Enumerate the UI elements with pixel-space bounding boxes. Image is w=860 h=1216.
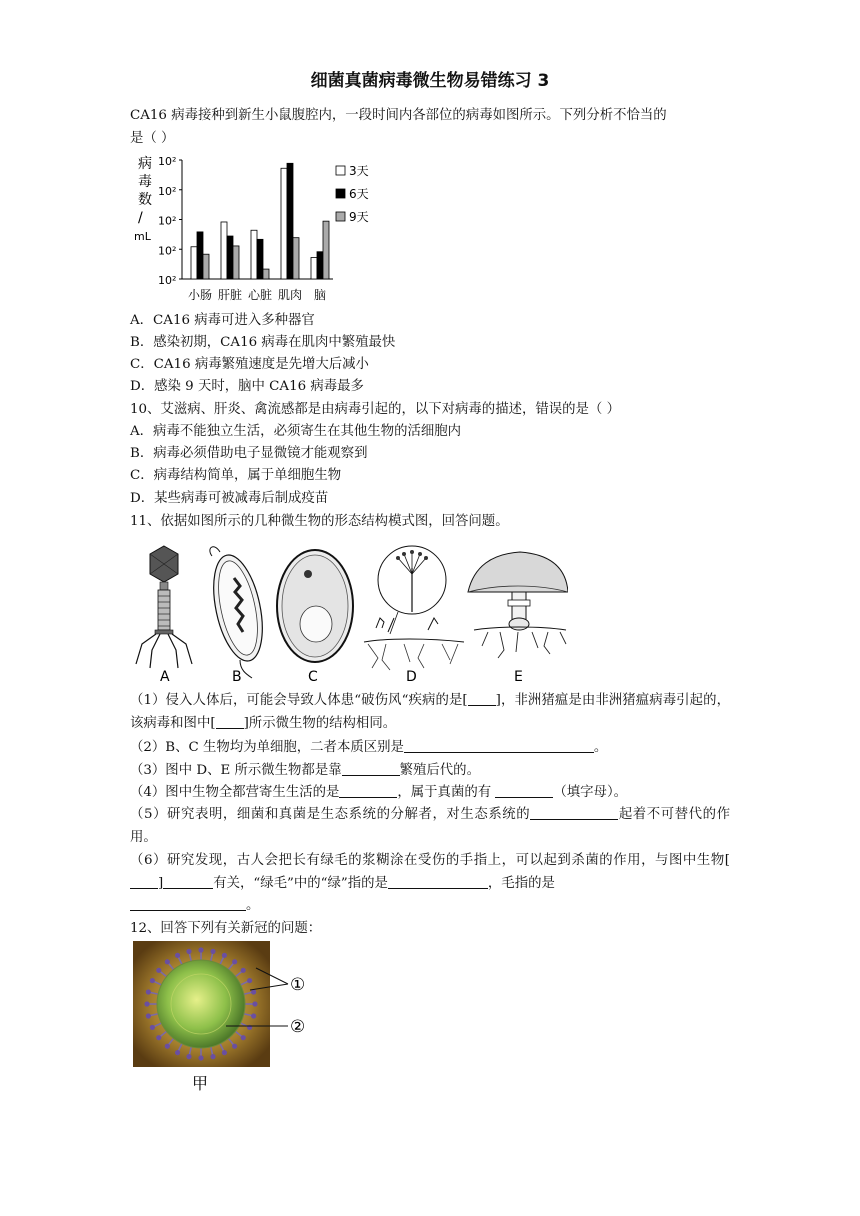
answer-blank[interactable] [130, 896, 246, 911]
legend-label: 3天 [349, 164, 369, 178]
bar-肝脏-9天 [233, 246, 239, 279]
q9-stem: CA16 病毒接种到新生小鼠腹腔内，一段时间内各部位的病毒如图所示。下列分析不恰当的 [130, 108, 667, 123]
q10-option-b: B．病毒必须借助电子显微镜才能观察到 [130, 446, 368, 461]
bar-心脏-3天 [251, 230, 257, 279]
legend-swatch [336, 212, 345, 221]
y-tick-label: 10² [158, 244, 177, 258]
figure-label-b: B [232, 669, 242, 684]
q10-stem: 10、艾滋病、肝炎、禽流感都是由病毒引起的，以下对病毒的描述，错误的是（ ） [130, 402, 620, 417]
y-axis-label-char: / [138, 210, 143, 226]
bacterium-drawing [205, 547, 270, 678]
answer-blank[interactable] [388, 874, 488, 889]
mold-drawing [364, 546, 464, 670]
q11-part-5: （5）研究表明，细菌和真菌是生态系统的分解者，对生态系统的 起着不可替代的作用。 [130, 807, 730, 845]
bar-肝脏-3天 [221, 222, 227, 279]
figure-label-a: A [160, 669, 170, 684]
y-tick-label: 10² [158, 155, 177, 168]
figure-label-d: D [406, 669, 417, 684]
legend-swatch [336, 166, 345, 175]
microorganism-figure [128, 538, 568, 684]
q10-option-c: C．病毒结构简单，属于单细胞生物 [130, 468, 342, 483]
bar-心脏-9天 [263, 269, 269, 279]
x-tick-label: 肌肉 [277, 288, 303, 302]
answer-blank[interactable] [339, 783, 397, 798]
bar-小肠-9天 [203, 254, 209, 279]
q9-option-b: B．感染初期，CA16 病毒在肌肉中繁殖最快 [130, 335, 396, 350]
y-axis-label-char: mL [134, 230, 151, 243]
q11-part-2: （2）B、C 生物均为单细胞，二者本质区别是 。 [130, 740, 608, 755]
q9-option-d: D．感染 9 天时，脑中 CA16 病毒最多 [130, 379, 364, 394]
legend-label: 6天 [349, 187, 369, 201]
legend-label: 9天 [349, 210, 369, 224]
legend-swatch [336, 189, 345, 198]
y-axis-label-char: 毒 [138, 174, 152, 190]
page-title: 细菌真菌病毒微生物易错练习 3 [310, 71, 550, 91]
q11-part-1: （1）侵入人体后，可能会导致人体患“破伤风“疾病的是[ ]，非洲猪瘟是由非洲猪瘟病毒引起的，该病毒和图中[ ]所示微生物的结构相同。 [130, 693, 730, 731]
y-tick-label: 10² [158, 274, 177, 287]
bar-小肠-6天 [197, 232, 203, 279]
marker-1: ① [290, 975, 306, 995]
yeast-cell-drawing [277, 550, 353, 662]
bar-脑-6天 [317, 252, 323, 279]
bar-肝脏-6天 [227, 236, 233, 279]
x-tick-label: 心脏 [247, 288, 273, 302]
answer-blank[interactable] [342, 761, 400, 776]
answer-blank[interactable] [216, 714, 244, 729]
bar-小肠-3天 [191, 247, 197, 279]
coronavirus-figure [130, 940, 330, 1096]
q9-stem-end: 是（ ） [130, 131, 175, 146]
x-tick-label: 脑 [313, 288, 327, 302]
bar-肌肉-3天 [281, 168, 287, 279]
answer-blank[interactable] [468, 691, 496, 706]
y-tick-label: 10² [158, 184, 177, 198]
bar-脑-3天 [311, 258, 317, 279]
answer-blank[interactable] [495, 783, 553, 798]
answer-blank[interactable] [404, 738, 594, 753]
y-tick-label: 10² [158, 214, 177, 228]
figure-label-c: C [308, 669, 318, 684]
q11-part-3: （3）图中 D、E 所示微生物都是靠 繁殖后代的。 [130, 763, 480, 778]
answer-blank[interactable] [130, 874, 158, 889]
q10-option-a: A．病毒不能独立生活，必须寄生在其他生物的活细胞内 [130, 424, 462, 439]
marker-2: ② [290, 1017, 306, 1037]
bar-肌肉-9天 [293, 238, 299, 279]
q11-stem: 11、依据如图所示的几种微生物的形态结构模式图，回答问题。 [130, 514, 509, 529]
bacteriophage-drawing [136, 546, 192, 668]
x-tick-label: 肝脏 [217, 288, 243, 302]
bar-心脏-6天 [257, 239, 263, 279]
bar-脑-9天 [323, 221, 329, 279]
q11-part-4: （4）图中生物全都营寄生生活的是 ，属于真菌的有 （填字母）。 [130, 785, 628, 800]
figure-label-e: E [514, 669, 523, 684]
q11-part-6: （6）研究发现，古人会把长有绿毛的浆糊涂在受伤的手指上，可以起到杀菌的作用，与图中生物[] 有关，“绿毛”中的“绿”指的是 ，毛指的是 。 [130, 853, 730, 914]
q10-option-d: D．某些病毒可被减毒后制成疫苗 [130, 491, 329, 506]
q12-stem: 12、回答下列有关新冠的问题： [130, 921, 322, 936]
answer-blank[interactable] [163, 874, 213, 889]
virus-body [157, 960, 245, 1048]
y-axis-label-char: 病 [138, 156, 152, 172]
q9-option-a: A．CA16 病毒可进入多种器官 [130, 313, 315, 328]
answer-blank[interactable] [530, 805, 618, 820]
virus-count-bar-chart [130, 150, 380, 310]
mushroom-drawing [468, 552, 568, 658]
bar-肌肉-6天 [287, 163, 293, 279]
q9-option-c: C．CA16 病毒繁殖速度是先增大后减小 [130, 357, 369, 372]
figure-caption-jia: 甲 [192, 1074, 209, 1093]
y-axis-label-char: 数 [138, 192, 152, 208]
x-tick-label: 小肠 [187, 288, 213, 302]
